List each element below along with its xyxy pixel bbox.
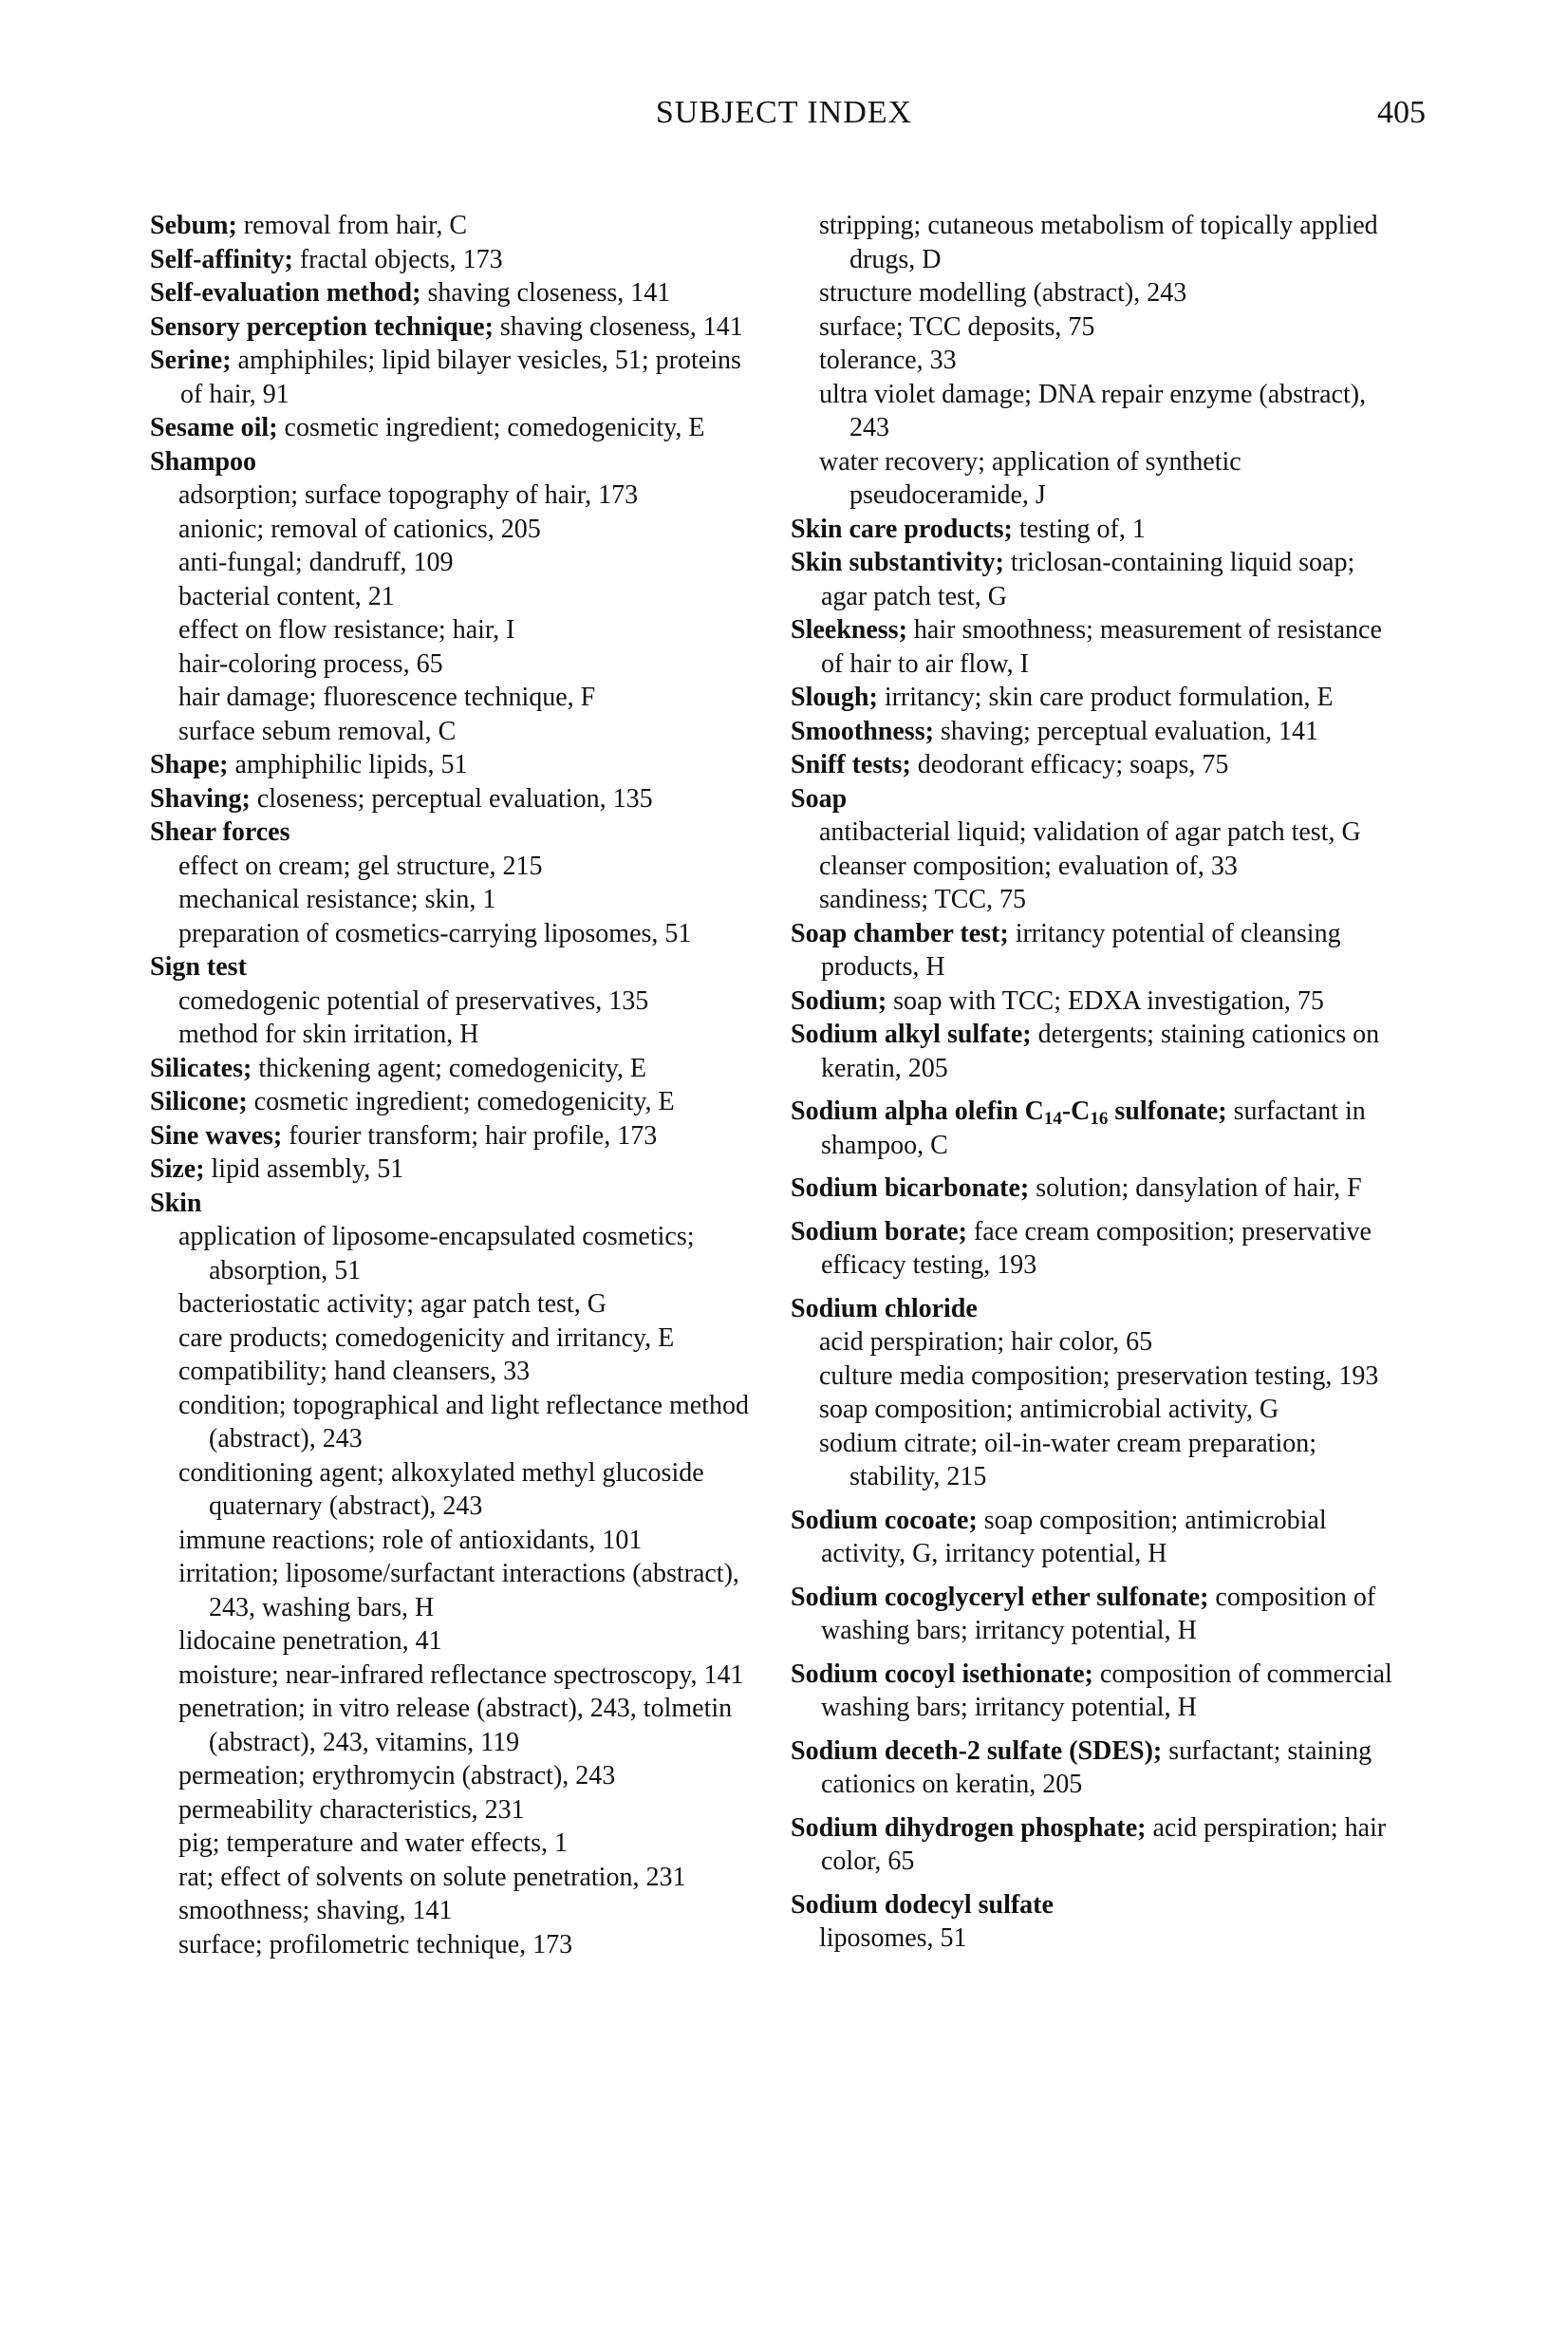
- index-text: smoothness; shaving, 141: [178, 1896, 453, 1925]
- index-text: amphiphilic lipids, 51: [228, 750, 468, 779]
- index-subentry: [791, 815, 1398, 850]
- index-entry: [150, 445, 757, 479]
- index-subentry: [150, 1928, 757, 1962]
- index-text: soap composition; antimicrobial activity, G, irritancy potential, H: [821, 1505, 1327, 1568]
- index-term: Sodium alkyl sulfate;: [791, 1020, 1032, 1049]
- index-term: Sodium dihydrogen phosphate;: [791, 1812, 1147, 1843]
- index-entry: [791, 984, 1398, 1019]
- index-entry: [150, 344, 757, 411]
- index-term: Shaving;: [150, 783, 251, 814]
- index-term: Sodium deceth-2 sulfate (SDES);: [791, 1735, 1163, 1766]
- index-text: stripping; cutaneous metabolism of topically applied drugs, D: [819, 211, 1378, 274]
- index-text: tolerance, 33: [819, 346, 957, 375]
- index-text: acid perspiration; hair color, 65: [821, 1812, 1387, 1876]
- index-subentry: [791, 378, 1398, 445]
- index-term: Sodium;: [791, 985, 887, 1016]
- index-text: hair smoothness; measurement of resistance of hair to air flow, I: [821, 615, 1382, 679]
- index-text: mechanical resistance; skin, 1: [178, 885, 496, 914]
- index-text: bacteriostatic activity; agar patch test, G: [178, 1289, 607, 1319]
- index-term: Self-evaluation method;: [150, 278, 421, 308]
- index-subentry: [791, 883, 1398, 917]
- index-text: comedogenic potential of preservatives, 135: [178, 985, 649, 1016]
- index-subentry: [150, 1389, 757, 1456]
- index-text: sandiness; TCC, 75: [819, 885, 1027, 914]
- index-term: Shape;: [150, 750, 229, 779]
- index-text: triclosan-containing liquid soap; agar patch test, G: [821, 548, 1355, 611]
- running-head-title: SUBJECT INDEX: [655, 95, 913, 130]
- index-subentry: [791, 850, 1398, 884]
- index-term: Sodium cocoglyceryl ether sulfonate;: [791, 1582, 1209, 1612]
- index-text: moisture; near-infrared reflectance spectroscopy, 141: [178, 1659, 744, 1690]
- index-term: Sodium alpha olefin $C_{14}-C_{16}$ sulfonate;: [791, 1097, 1227, 1129]
- index-entry: [150, 1187, 757, 1221]
- index-text: testing of, 1: [1012, 514, 1146, 544]
- index-term: Sodium cocoate;: [791, 1505, 978, 1535]
- index-entry: [791, 1172, 1398, 1206]
- index-subentry: [150, 850, 757, 884]
- index-entry: [791, 1292, 1398, 1326]
- index-entry: [150, 1085, 757, 1119]
- index-entry: [150, 748, 757, 782]
- index-text: irritancy; skin care product formulation, E: [877, 683, 1334, 712]
- index-term: Skin: [150, 1188, 202, 1218]
- index-text: composition of commercial washing bars; irritancy potential, H: [821, 1659, 1392, 1722]
- index-term: Sine waves;: [150, 1120, 283, 1151]
- index-term: Sensory perception technique;: [150, 311, 494, 342]
- page-header: [0, 95, 1568, 152]
- index-term: Sleekness;: [791, 615, 907, 645]
- index-entry: [150, 1119, 757, 1153]
- index-subentry: [150, 681, 757, 715]
- index-entry: [150, 815, 757, 850]
- index-text: anionic; removal of cationics, 205: [178, 514, 541, 544]
- index-text: antibacterial liquid; validation of agar patch test, G: [819, 817, 1361, 847]
- index-subentry: [150, 1220, 757, 1287]
- index-term: Sodium chloride: [791, 1293, 978, 1323]
- index-entry: [791, 1215, 1398, 1283]
- index-subentry: [150, 647, 757, 682]
- index-subentry: [150, 984, 757, 1019]
- index-entry: [150, 209, 757, 243]
- index-subentry: [150, 1355, 757, 1389]
- index-subentry: [150, 1659, 757, 1693]
- index-text: lidocaine penetration, 41: [178, 1626, 442, 1656]
- index-text: acid perspiration; hair color, 65: [819, 1327, 1153, 1357]
- index-subentry: [150, 1861, 757, 1895]
- index-term: Sodium cocoyl isethionate;: [791, 1659, 1093, 1689]
- index-term: Silicone;: [150, 1087, 248, 1116]
- index-term: Skin substantivity;: [791, 548, 1004, 577]
- index-term: Sign test: [150, 952, 247, 982]
- index-entry: [791, 1504, 1398, 1571]
- index-text: surfactant in shampoo, C: [821, 1097, 1366, 1160]
- index-entry: [150, 276, 757, 310]
- index-term: Soap chamber test;: [791, 918, 1009, 948]
- index-text: shaving; perceptual evaluation, 141: [933, 716, 1319, 746]
- index-subentry: [791, 445, 1398, 513]
- index-entry: [791, 1658, 1398, 1725]
- index-subentry: [791, 1359, 1398, 1394]
- index-subentry: [150, 1321, 757, 1356]
- index-text: anti-fungal; dandruff, 109: [178, 548, 454, 577]
- index-subentry: [150, 1759, 757, 1793]
- index-text: amphiphiles; lipid bilayer vesicles, 51; proteins of hair, 91: [180, 346, 741, 409]
- index-text: face cream composition; preservative efficacy testing, 193: [821, 1216, 1372, 1280]
- index-text: care products; comedogenicity and irritancy, E: [178, 1322, 675, 1353]
- index-subentry: [791, 209, 1398, 276]
- index-text: method for skin irritation, H: [178, 1020, 479, 1049]
- index-text: pig; temperature and water effects, 1: [178, 1828, 568, 1858]
- index-text: water recovery; application of synthetic pseudoceramide, J: [819, 446, 1241, 510]
- index-text: surface; TCC deposits, 75: [819, 311, 1095, 342]
- index-entry: [150, 1153, 757, 1187]
- index-text: culture media composition; preservation testing, 193: [819, 1360, 1379, 1391]
- index-text: irritation; liposome/surfactant interactions (abstract), 243, washing bars, H: [178, 1559, 739, 1622]
- index-entry: [791, 1888, 1398, 1922]
- index-entry: [150, 950, 757, 984]
- index-text: application of liposome-encapsulated cosmetics; absorption, 51: [178, 1222, 695, 1285]
- index-subentry: [150, 580, 757, 614]
- index-term: Self-affinity;: [150, 244, 293, 274]
- page-number: 405: [1377, 95, 1426, 130]
- index-text: compatibility; hand cleansers, 33: [178, 1357, 531, 1386]
- index-subentry: [150, 1456, 757, 1524]
- index-text: deodorant efficacy; soaps, 75: [910, 750, 1229, 779]
- index-text: soap with TCC; EDXA investigation, 75: [887, 985, 1324, 1016]
- index-text: cosmetic ingredient; comedogenicity, E: [277, 413, 705, 442]
- index-subentry: [150, 883, 757, 917]
- index-entry: [150, 310, 757, 345]
- index-subentry: [150, 917, 757, 951]
- index-term: Sodium dodecyl sulfate: [791, 1889, 1054, 1920]
- index-subentry: [150, 1793, 757, 1828]
- index-text: cosmetic ingredient; comedogenicity, E: [247, 1087, 675, 1116]
- index-text: cleanser composition; evaluation of, 33: [819, 851, 1238, 881]
- index-text: irritancy potential of cleansing products, H: [821, 918, 1341, 982]
- index-subentry: [150, 1287, 757, 1321]
- index-entry: [791, 748, 1398, 782]
- index-entry: [150, 243, 757, 277]
- index-entry: [791, 513, 1398, 547]
- index-entry: [150, 411, 757, 445]
- left-index-column: [150, 209, 757, 1961]
- index-text: surface sebum removal, C: [178, 716, 457, 746]
- index-subentry: [791, 1393, 1398, 1427]
- index-term: Serine;: [150, 346, 232, 375]
- index-text: fractal objects, 173: [292, 244, 503, 274]
- index-term: Sodium bicarbonate;: [791, 1173, 1030, 1203]
- index-subentry: [150, 546, 757, 580]
- index-term: Silicates;: [150, 1053, 252, 1083]
- index-text: closeness; perceptual evaluation, 135: [250, 783, 653, 814]
- index-text: immune reactions; role of antioxidants, 101: [178, 1525, 643, 1555]
- index-subentry: [791, 1325, 1398, 1359]
- index-term: Shear forces: [150, 817, 290, 847]
- index-entry: [791, 1811, 1398, 1879]
- index-term: Slough;: [791, 683, 878, 712]
- index-text: composition of washing bars; irritancy potential, H: [821, 1582, 1376, 1645]
- index-subentry: [150, 1624, 757, 1659]
- index-entry: [150, 1052, 757, 1086]
- index-entry: [791, 782, 1398, 816]
- index-text: sodium citrate; oil-in-water cream preparation; stability, 215: [819, 1428, 1317, 1491]
- index-text: bacterial content, 21: [178, 581, 395, 611]
- index-subentry: [150, 1827, 757, 1861]
- index-subentry: [150, 613, 757, 647]
- index-subentry: [791, 276, 1398, 310]
- index-text: penetration; in vitro release (abstract), 243, tolmetin (abstract), 243, vitamins, 119: [178, 1694, 733, 1757]
- index-text: detergents; staining cationics on keratin, 205: [821, 1020, 1380, 1083]
- index-term: Shampoo: [150, 446, 257, 477]
- index-subentry: [150, 1557, 757, 1624]
- index-text: shaving closeness, 141: [493, 311, 743, 342]
- index-subentry: [791, 1427, 1398, 1494]
- index-subentry: [150, 1692, 757, 1759]
- index-term: Smoothness;: [791, 716, 934, 746]
- index-entry: [791, 546, 1398, 613]
- index-text: hair-coloring process, 65: [178, 648, 443, 679]
- index-text: removal from hair, C: [236, 211, 468, 240]
- index-text: permeability characteristics, 231: [178, 1794, 525, 1825]
- index-subentry: [791, 310, 1398, 345]
- index-text: rat; effect of solvents on solute penetration, 231: [178, 1862, 686, 1892]
- index-entry: [791, 681, 1398, 715]
- index-subentry: [150, 513, 757, 547]
- index-subentry: [150, 1018, 757, 1052]
- index-text: condition; topographical and light reflectance method (abstract), 243: [178, 1390, 750, 1453]
- index-term: Sniff tests;: [791, 750, 911, 779]
- index-entry: [791, 1734, 1398, 1802]
- index-subentry: [791, 344, 1398, 378]
- index-term: Sodium borate;: [791, 1216, 967, 1246]
- index-entry: [791, 1018, 1398, 1085]
- index-entry: [150, 782, 757, 816]
- index-text: adsorption; surface topography of hair, 173: [178, 480, 639, 510]
- index-term: Sebum;: [150, 211, 237, 240]
- index-term: Sesame oil;: [150, 413, 278, 442]
- index-text: surfactant; staining cationics on keratin, 205: [821, 1735, 1372, 1799]
- index-text: shaving closeness, 141: [420, 278, 671, 308]
- index-text: surface; profilometric technique, 173: [178, 1929, 573, 1959]
- index-text: conditioning agent; alkoxylated methyl glucoside quaternary (abstract), 243: [178, 1457, 704, 1521]
- index-entry: [791, 715, 1398, 749]
- right-index-column: [791, 209, 1398, 1956]
- index-text: effect on flow resistance; hair, I: [178, 615, 515, 645]
- index-text: permeation; erythromycin (abstract), 243: [178, 1761, 616, 1790]
- index-entry: [791, 1581, 1398, 1648]
- index-text: hair damage; fluorescence technique, F: [178, 683, 596, 712]
- index-text: structure modelling (abstract), 243: [819, 278, 1187, 308]
- index-text: liposomes, 51: [819, 1923, 967, 1953]
- index-subentry: [150, 478, 757, 513]
- index-subentry: [150, 1524, 757, 1558]
- index-subentry: [150, 715, 757, 749]
- index-subentry: [150, 1894, 757, 1928]
- index-text: effect on cream; gel structure, 215: [178, 851, 543, 881]
- index-term: Skin care products;: [791, 514, 1013, 544]
- index-term: Soap: [791, 783, 848, 814]
- index-text: preparation of cosmetics-carrying liposomes, 51: [178, 918, 692, 948]
- index-text: solution; dansylation of hair, F: [1029, 1173, 1362, 1203]
- index-text: ultra violet damage; DNA repair enzyme (abstract), 243: [819, 379, 1367, 442]
- index-entry: [791, 613, 1398, 681]
- index-entry: [791, 917, 1398, 984]
- index-text: lipid assembly, 51: [204, 1154, 404, 1184]
- index-entry: [791, 1095, 1398, 1162]
- index-text: thickening agent; comedogenicity, E: [252, 1053, 647, 1083]
- index-subentry: [791, 1921, 1398, 1956]
- index-text: soap composition; antimicrobial activity, G: [819, 1395, 1279, 1424]
- index-text: fourier transform; hair profile, 173: [282, 1120, 658, 1151]
- index-term: Size;: [150, 1154, 205, 1184]
